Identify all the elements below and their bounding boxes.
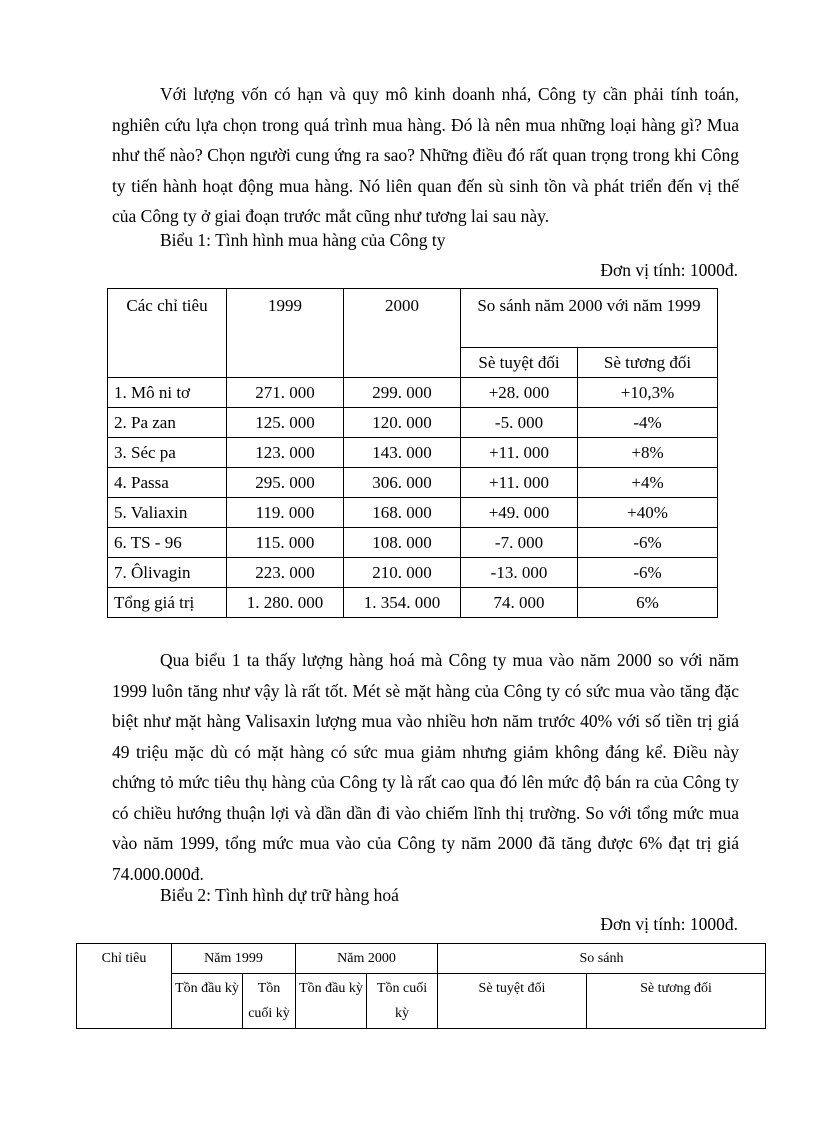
row-1999: 223. 000 [227, 558, 344, 588]
row-2000: 306. 000 [344, 468, 461, 498]
analysis-paragraph: Qua biểu 1 ta thấy lượng hàng hoá mà Công ty mua vào năm 2000 so với năm 1999 luôn tăng như vậy là rất tốt. Mét sè mặt hàng của Công ty có sức mua vào tăng đặc biệt như mặt hàng Valisaxin lượng mua vào nhiều hơn năm trước 40% với số tiền trị giá 49 triệu mặc dù có mặt hàng có sức mua giảm nhưng giảm không đáng kể. Điều này chứng tỏ mức tiêu thụ hàng của Công ty là rất cao qua đó lên mức độ bán ra của Công ty có chiều hướng thuận lợi và dần dần đi vào chiếm lĩnh thị trường. So với tổng mức mua vào năm 1999, tổng mức mua vào của Công ty năm 2000 đã tăng được 6% đạt trị giá 74.000.000đ. [112, 650, 739, 884]
inventory-table [76, 943, 766, 1029]
header-relative: Sè tương đối [578, 348, 718, 378]
row-criteria: 6. TS - 96 [108, 528, 227, 558]
t2-closing-2000: Tồn cuối kỳ [367, 974, 438, 1029]
t2-closing-1999: Tồn cuối kỳ [243, 974, 296, 1029]
table2-subheader-row [77, 974, 766, 1029]
row-criteria: 5. Valiaxin [108, 498, 227, 528]
row-relative: +40% [578, 498, 718, 528]
table-row [108, 498, 718, 528]
t2-absolute: Sè tuyệt đối [438, 974, 587, 1029]
table1-caption: Biểu 1: Tình hình mua hàng của Công ty [160, 230, 446, 250]
table-row [108, 408, 718, 438]
row-1999: 125. 000 [227, 408, 344, 438]
table-row [108, 558, 718, 588]
table2-unit: Đơn vị tính: 1000đ. [600, 914, 738, 934]
row-absolute: +28. 000 [461, 378, 578, 408]
row-2000: 120. 000 [344, 408, 461, 438]
row-criteria: Tổng giá trị [108, 588, 227, 618]
row-absolute: 74. 000 [461, 588, 578, 618]
row-2000: 299. 000 [344, 378, 461, 408]
row-2000: 168. 000 [344, 498, 461, 528]
row-criteria: 4. Passa [108, 468, 227, 498]
row-absolute: -13. 000 [461, 558, 578, 588]
row-2000: 1. 354. 000 [344, 588, 461, 618]
row-1999: 119. 000 [227, 498, 344, 528]
row-criteria: 3. Séc pa [108, 438, 227, 468]
header-1999: 1999 [227, 289, 344, 378]
t2-opening-2000: Tồn đầu kỳ [296, 974, 367, 1029]
t2-opening-1999: Tồn đầu kỳ [172, 974, 243, 1029]
row-1999: 295. 000 [227, 468, 344, 498]
table-row [108, 468, 718, 498]
row-relative: -6% [578, 558, 718, 588]
row-relative: +10,3% [578, 378, 718, 408]
row-relative: 6% [578, 588, 718, 618]
purchase-table [107, 288, 718, 618]
table2-caption: Biểu 2: Tình hình dự trữ hàng hoá [160, 885, 399, 905]
intro-paragraph: Với lượng vốn có hạn và quy mô kinh doanh nhá, Công ty cần phải tính toán, nghiên cứu lựa chọn trong quá trình mua hàng. Đó là nên mua những loại hàng gì? Mua như thế nào? Chọn người cung ứng ra sao? Những điều đó rất quan trọng trong khi Công ty tiến hành hoạt động mua hàng. Nó liên quan đến sù sinh tồn và phát triển đến vị thế của Công ty ở giai đoạn trước mắt cũng như tương lai sau này. [112, 84, 739, 226]
row-2000: 108. 000 [344, 528, 461, 558]
row-1999: 115. 000 [227, 528, 344, 558]
row-2000: 143. 000 [344, 438, 461, 468]
row-absolute: +11. 000 [461, 438, 578, 468]
row-relative: -6% [578, 528, 718, 558]
table-header-row [108, 289, 718, 348]
table2-header-row [77, 944, 766, 974]
row-relative: +4% [578, 468, 718, 498]
table1-unit: Đơn vị tính: 1000đ. [600, 260, 738, 280]
row-criteria: 1. Mô ni tơ [108, 378, 227, 408]
row-1999: 123. 000 [227, 438, 344, 468]
t2-header-compare: So sánh [438, 944, 766, 974]
table-row [108, 528, 718, 558]
row-absolute: -5. 000 [461, 408, 578, 438]
row-relative: +8% [578, 438, 718, 468]
header-compare: So sánh năm 2000 với năm 1999 [461, 289, 718, 348]
row-1999: 271. 000 [227, 378, 344, 408]
t2-relative: Sè tương đối [587, 974, 766, 1029]
row-absolute: +49. 000 [461, 498, 578, 528]
table-row [108, 588, 718, 618]
table-row [108, 438, 718, 468]
header-criteria: Các chỉ tiêu [108, 289, 227, 378]
t2-header-criteria: Chỉ tiêu [77, 944, 172, 1029]
row-criteria: 2. Pa zan [108, 408, 227, 438]
row-2000: 210. 000 [344, 558, 461, 588]
row-absolute: -7. 000 [461, 528, 578, 558]
row-relative: -4% [578, 408, 718, 438]
row-1999: 1. 280. 000 [227, 588, 344, 618]
t2-header-2000: Năm 2000 [296, 944, 438, 974]
row-criteria: 7. Ôlivagin [108, 558, 227, 588]
row-absolute: +11. 000 [461, 468, 578, 498]
header-2000: 2000 [344, 289, 461, 378]
t2-header-1999: Năm 1999 [172, 944, 296, 974]
header-absolute: Sè tuyệt đối [461, 348, 578, 378]
table-row [108, 378, 718, 408]
